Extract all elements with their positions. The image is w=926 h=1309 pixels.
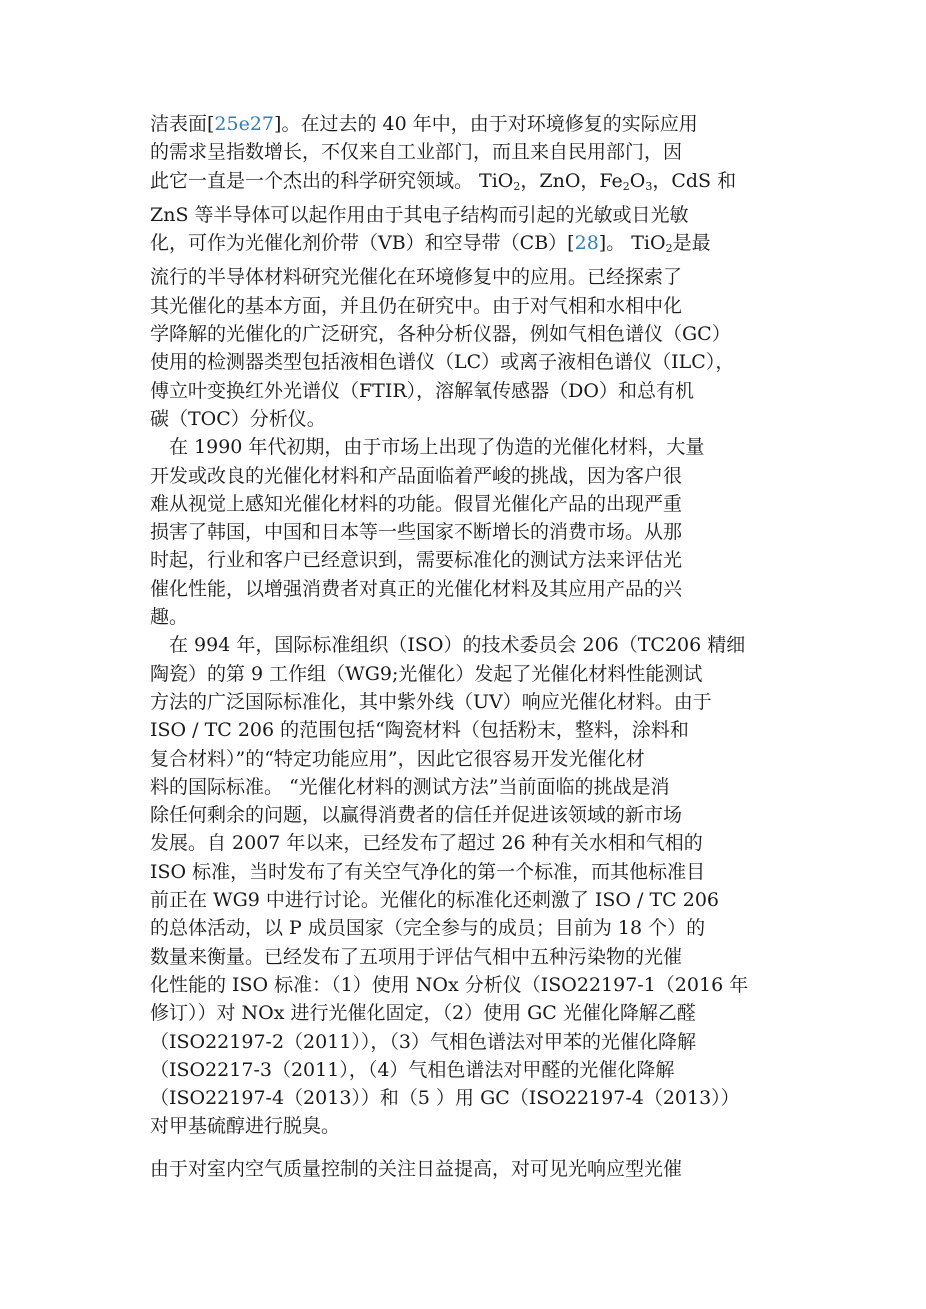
text-run: O bbox=[629, 169, 646, 192]
text-line bbox=[150, 229, 796, 263]
text-line bbox=[150, 110, 796, 138]
text-run: 时起，行业和客户已经意识到，需要标准化的测试方法来评估光 bbox=[150, 549, 683, 572]
text-run: ，CdS 和 bbox=[652, 169, 737, 192]
text-line bbox=[150, 858, 796, 886]
text-line bbox=[150, 405, 796, 433]
text-line bbox=[150, 546, 796, 574]
text-line bbox=[150, 801, 796, 829]
text-run: ISO 标准，当时发布了有关空气净化的第一个标准，而其他标准目 bbox=[150, 860, 706, 883]
text-run: 对甲基硫醇进行脱臭。 bbox=[150, 1115, 341, 1138]
citation-link[interactable]: 28 bbox=[574, 232, 599, 255]
text-run: 陶瓷）的第 9 工作组（WG9;光催化）发起了光催化材料性能测试 bbox=[150, 662, 703, 685]
text-run: 复合材料）”的“特定功能应用”，因此它很容易开发光催化材 bbox=[150, 747, 645, 770]
paragraph bbox=[150, 110, 796, 433]
document-body bbox=[150, 110, 796, 1183]
text-line bbox=[150, 631, 796, 659]
text-line bbox=[150, 263, 796, 291]
text-run: ISO / TC 206 的范围包括“陶瓷材料（包括粉末，整料，涂料和 bbox=[150, 719, 689, 742]
text-run: 是最 bbox=[672, 232, 711, 255]
text-run: 数量来衡量。已经发布了五项用于评估气相中五种污染物的光催 bbox=[150, 945, 683, 968]
text-line bbox=[150, 773, 796, 801]
subscript: 2 bbox=[513, 179, 521, 193]
text-run: ]。在过去的 40 年中，由于对环境修复的实际应用 bbox=[274, 113, 698, 135]
text-line bbox=[150, 829, 796, 857]
text-line bbox=[150, 1056, 796, 1084]
text-line bbox=[150, 167, 796, 201]
text-run: ZnS 等半导体可以起作用由于其电子结构而引起的光敏或日光敏 bbox=[150, 203, 689, 226]
text-run: 化性能的 ISO 标准：（1）使用 NOx 分析仪（ISO22197-1（2016 年 bbox=[150, 973, 749, 996]
text-line bbox=[150, 490, 796, 518]
text-run: 催化性能，以增强消费者对真正的光催化材料及其应用产品的兴 bbox=[150, 577, 683, 600]
text-run: 趣。 bbox=[150, 606, 189, 629]
text-run: （ISO22197-2（2011）），（3）气相色谱法对甲苯的光催化降解 bbox=[150, 1030, 696, 1053]
text-run: 碳（TOC）分析仪。 bbox=[150, 407, 326, 430]
text-run: 的总体活动，以 P 成员国家（完全参与的成员；目前为 18 个）的 bbox=[150, 917, 706, 940]
text-line bbox=[150, 603, 796, 631]
text-run: 难从视觉上感知光催化材料的功能。假冒光催化产品的出现严重 bbox=[150, 492, 683, 515]
text-line bbox=[150, 999, 796, 1027]
subscript: 2 bbox=[622, 179, 630, 193]
text-line bbox=[150, 1084, 796, 1112]
text-line bbox=[150, 138, 796, 166]
text-run: 使用的检测器类型包括液相色谱仪（LC）或离子液相色谱仪（ILC）， bbox=[150, 351, 735, 374]
text-run: 其光催化的基本方面，并且仍在研究中。由于对气相和水相中化 bbox=[150, 294, 683, 317]
text-line bbox=[150, 377, 796, 405]
paragraph bbox=[150, 631, 796, 1140]
text-line bbox=[150, 1112, 796, 1140]
text-run: 傅立叶变换红外光谱仪（FTIR），溶解氧传感器（DO）和总有机 bbox=[150, 379, 694, 402]
text-line bbox=[150, 320, 796, 348]
text-run: ，ZnO，Fe bbox=[520, 169, 623, 192]
text-line bbox=[150, 348, 796, 376]
text-line bbox=[150, 886, 796, 914]
text-line bbox=[150, 688, 796, 716]
text-line bbox=[150, 943, 796, 971]
text-run: ]。 TiO bbox=[598, 232, 666, 255]
text-run: 的需求呈指数增长，不仅来自工业部门，而且来自民用部门，因 bbox=[150, 141, 683, 164]
text-run: 由于对室内空气质量控制的关注日益提高，对可见光响应型光催 bbox=[150, 1157, 683, 1180]
text-run: 流行的半导体材料研究光催化在环境修复中的应用。已经探索了 bbox=[150, 266, 683, 289]
text-run: 在 1990 年代初期，由于市场上出现了伪造的光催化材料，大量 bbox=[150, 436, 705, 459]
text-run: 料的国际标准。 “光催化材料的测试方法”当前面临的挑战是消 bbox=[150, 775, 670, 798]
text-line bbox=[150, 433, 796, 461]
text-run: 前正在 WG9 中进行讨论。光催化的标准化还刺激了 ISO / TC 206 bbox=[150, 889, 720, 912]
subscript: 3 bbox=[645, 179, 653, 193]
text-line bbox=[150, 201, 796, 229]
citation-link[interactable]: 25e27 bbox=[214, 113, 275, 135]
paragraph bbox=[150, 1155, 796, 1183]
text-run: （ISO22197-4（2013））和（5 ）用 GC（ISO22197-4（2013）） bbox=[150, 1087, 740, 1110]
text-run: 在 994 年，国际标准组织（ISO）的技术委员会 206（TC206 精细 bbox=[150, 634, 746, 657]
text-run: 损害了韩国，中国和日本等一些国家不断增长的消费市场。从那 bbox=[150, 521, 683, 544]
text-line bbox=[150, 716, 796, 744]
text-run: 洁表面[ bbox=[150, 113, 215, 135]
text-line bbox=[150, 292, 796, 320]
paragraph bbox=[150, 433, 796, 631]
text-run: 修订））对 NOx 进行光催化固定，（2）使用 GC 光催化降解乙醛 bbox=[150, 1002, 696, 1025]
text-run: 此它一直是一个杰出的科学研究领域。 TiO bbox=[150, 169, 514, 192]
text-line bbox=[150, 914, 796, 942]
text-run: 开发或改良的光催化材料和产品面临着严峻的挑战，因为客户很 bbox=[150, 464, 683, 487]
text-line bbox=[150, 1155, 796, 1183]
text-run: 发展。自 2007 年以来，已经发布了超过 26 种有关水相和气相的 bbox=[150, 832, 703, 855]
text-line bbox=[150, 575, 796, 603]
text-run: 方法的广泛国际标准化，其中紫外线（UV）响应光催化材料。由于 bbox=[150, 690, 712, 713]
text-run: 学降解的光催化的广泛研究，各种分析仪器，例如气相色谱仪（GC） bbox=[150, 323, 731, 346]
subscript: 2 bbox=[665, 242, 673, 256]
text-run: 除任何剩余的问题，以赢得消费者的信任并促进该领域的新市场 bbox=[150, 804, 683, 827]
text-run: （ISO2217-3（2011），（4）气相色谱法对甲醛的光催化降解 bbox=[150, 1058, 675, 1081]
text-line bbox=[150, 518, 796, 546]
text-line bbox=[150, 1028, 796, 1056]
paragraph-gap bbox=[150, 1141, 796, 1155]
text-run: 化，可作为光催化剂价带（VB）和空导带（CB）[ bbox=[150, 232, 575, 255]
text-line bbox=[150, 660, 796, 688]
text-line bbox=[150, 971, 796, 999]
text-line bbox=[150, 745, 796, 773]
text-line bbox=[150, 462, 796, 490]
